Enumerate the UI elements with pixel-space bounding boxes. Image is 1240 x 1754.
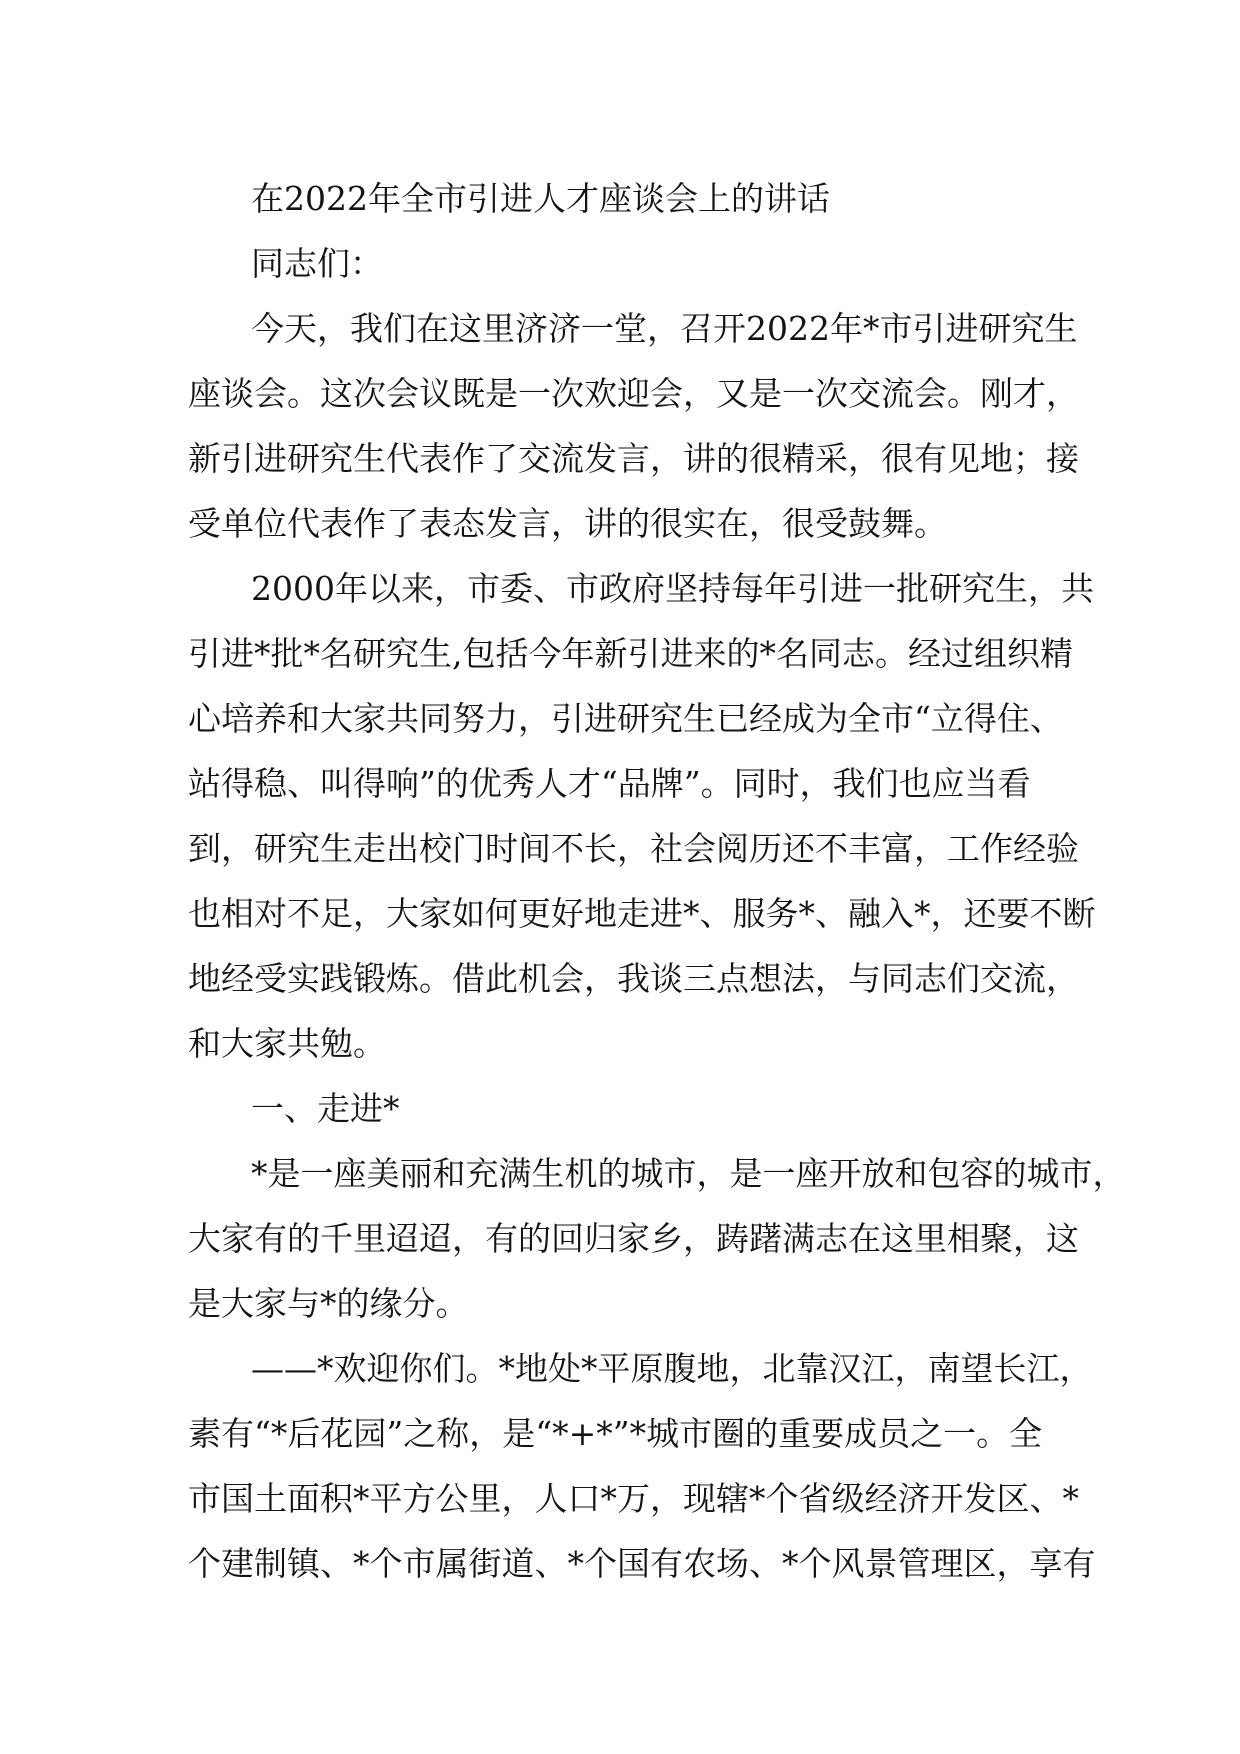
text-line: *是一座美丽和充满生机的城市，是一座开放和包容的城市， bbox=[251, 1154, 1126, 1193]
salutation: 同志们： bbox=[251, 244, 383, 283]
text-line: 今天，我们在这里济济一堂，召开2022年*市引进研究生 bbox=[251, 309, 1078, 348]
text-line: 到，研究生走出校门时间不长，社会阅历还不丰富，工作经验 bbox=[188, 829, 1079, 868]
speech-title: 在2022年全市引进人才座谈会上的讲话 bbox=[251, 179, 830, 218]
text-line: 和大家共勉。 bbox=[188, 1024, 386, 1063]
section-heading: 一、走进* bbox=[251, 1089, 400, 1128]
text-line: 地经受实践锻炼。借此机会，我谈三点想法，与同志们交流， bbox=[188, 959, 1079, 998]
text-line: ——*欢迎你们。*地处*平原腹地，北靠汉江，南望长江， bbox=[251, 1349, 1093, 1388]
text-line: 座谈会。这次会议既是一次欢迎会，又是一次交流会。刚才， bbox=[188, 374, 1079, 413]
text-line: 新引进研究生代表作了交流发言，讲的很精采，很有见地；接 bbox=[188, 439, 1079, 478]
text-line: 2000年以来，市委、市政府坚持每年引进一批研究生，共 bbox=[251, 569, 1094, 608]
speech-body bbox=[188, 166, 1126, 1596]
text-line: 素有“*后花园”之称，是“*+*”*城市圈的重要成员之一。全 bbox=[188, 1414, 1043, 1453]
text-line: 个建制镇、*个市属街道、*个国有农场、*个风景管理区，享有 bbox=[188, 1544, 1096, 1583]
text-line: 市国土面积*平方公里，人口*万，现辖*个省级经济开发区、* bbox=[188, 1479, 1079, 1518]
text-line: 站得稳、叫得响”的优秀人才“品牌”。同时，我们也应当看 bbox=[188, 764, 1031, 803]
text-line: 也相对不足，大家如何更好地走进*、服务*、融入*，还要不断 bbox=[188, 894, 1096, 933]
text-line: 引进*批*名研究生,包括今年新引进来的*名同志。经过组织精 bbox=[188, 634, 1073, 673]
text-line: 受单位代表作了表态发言，讲的很实在，很受鼓舞。 bbox=[188, 504, 947, 543]
text-line: 心培养和大家共同努力，引进研究生已经成为全市“立得住、 bbox=[188, 699, 1063, 738]
text-line: 大家有的千里迢迢，有的回归家乡，踌躇满志在这里相聚，这 bbox=[188, 1219, 1079, 1258]
text-line: 是大家与*的缘分。 bbox=[188, 1284, 469, 1323]
